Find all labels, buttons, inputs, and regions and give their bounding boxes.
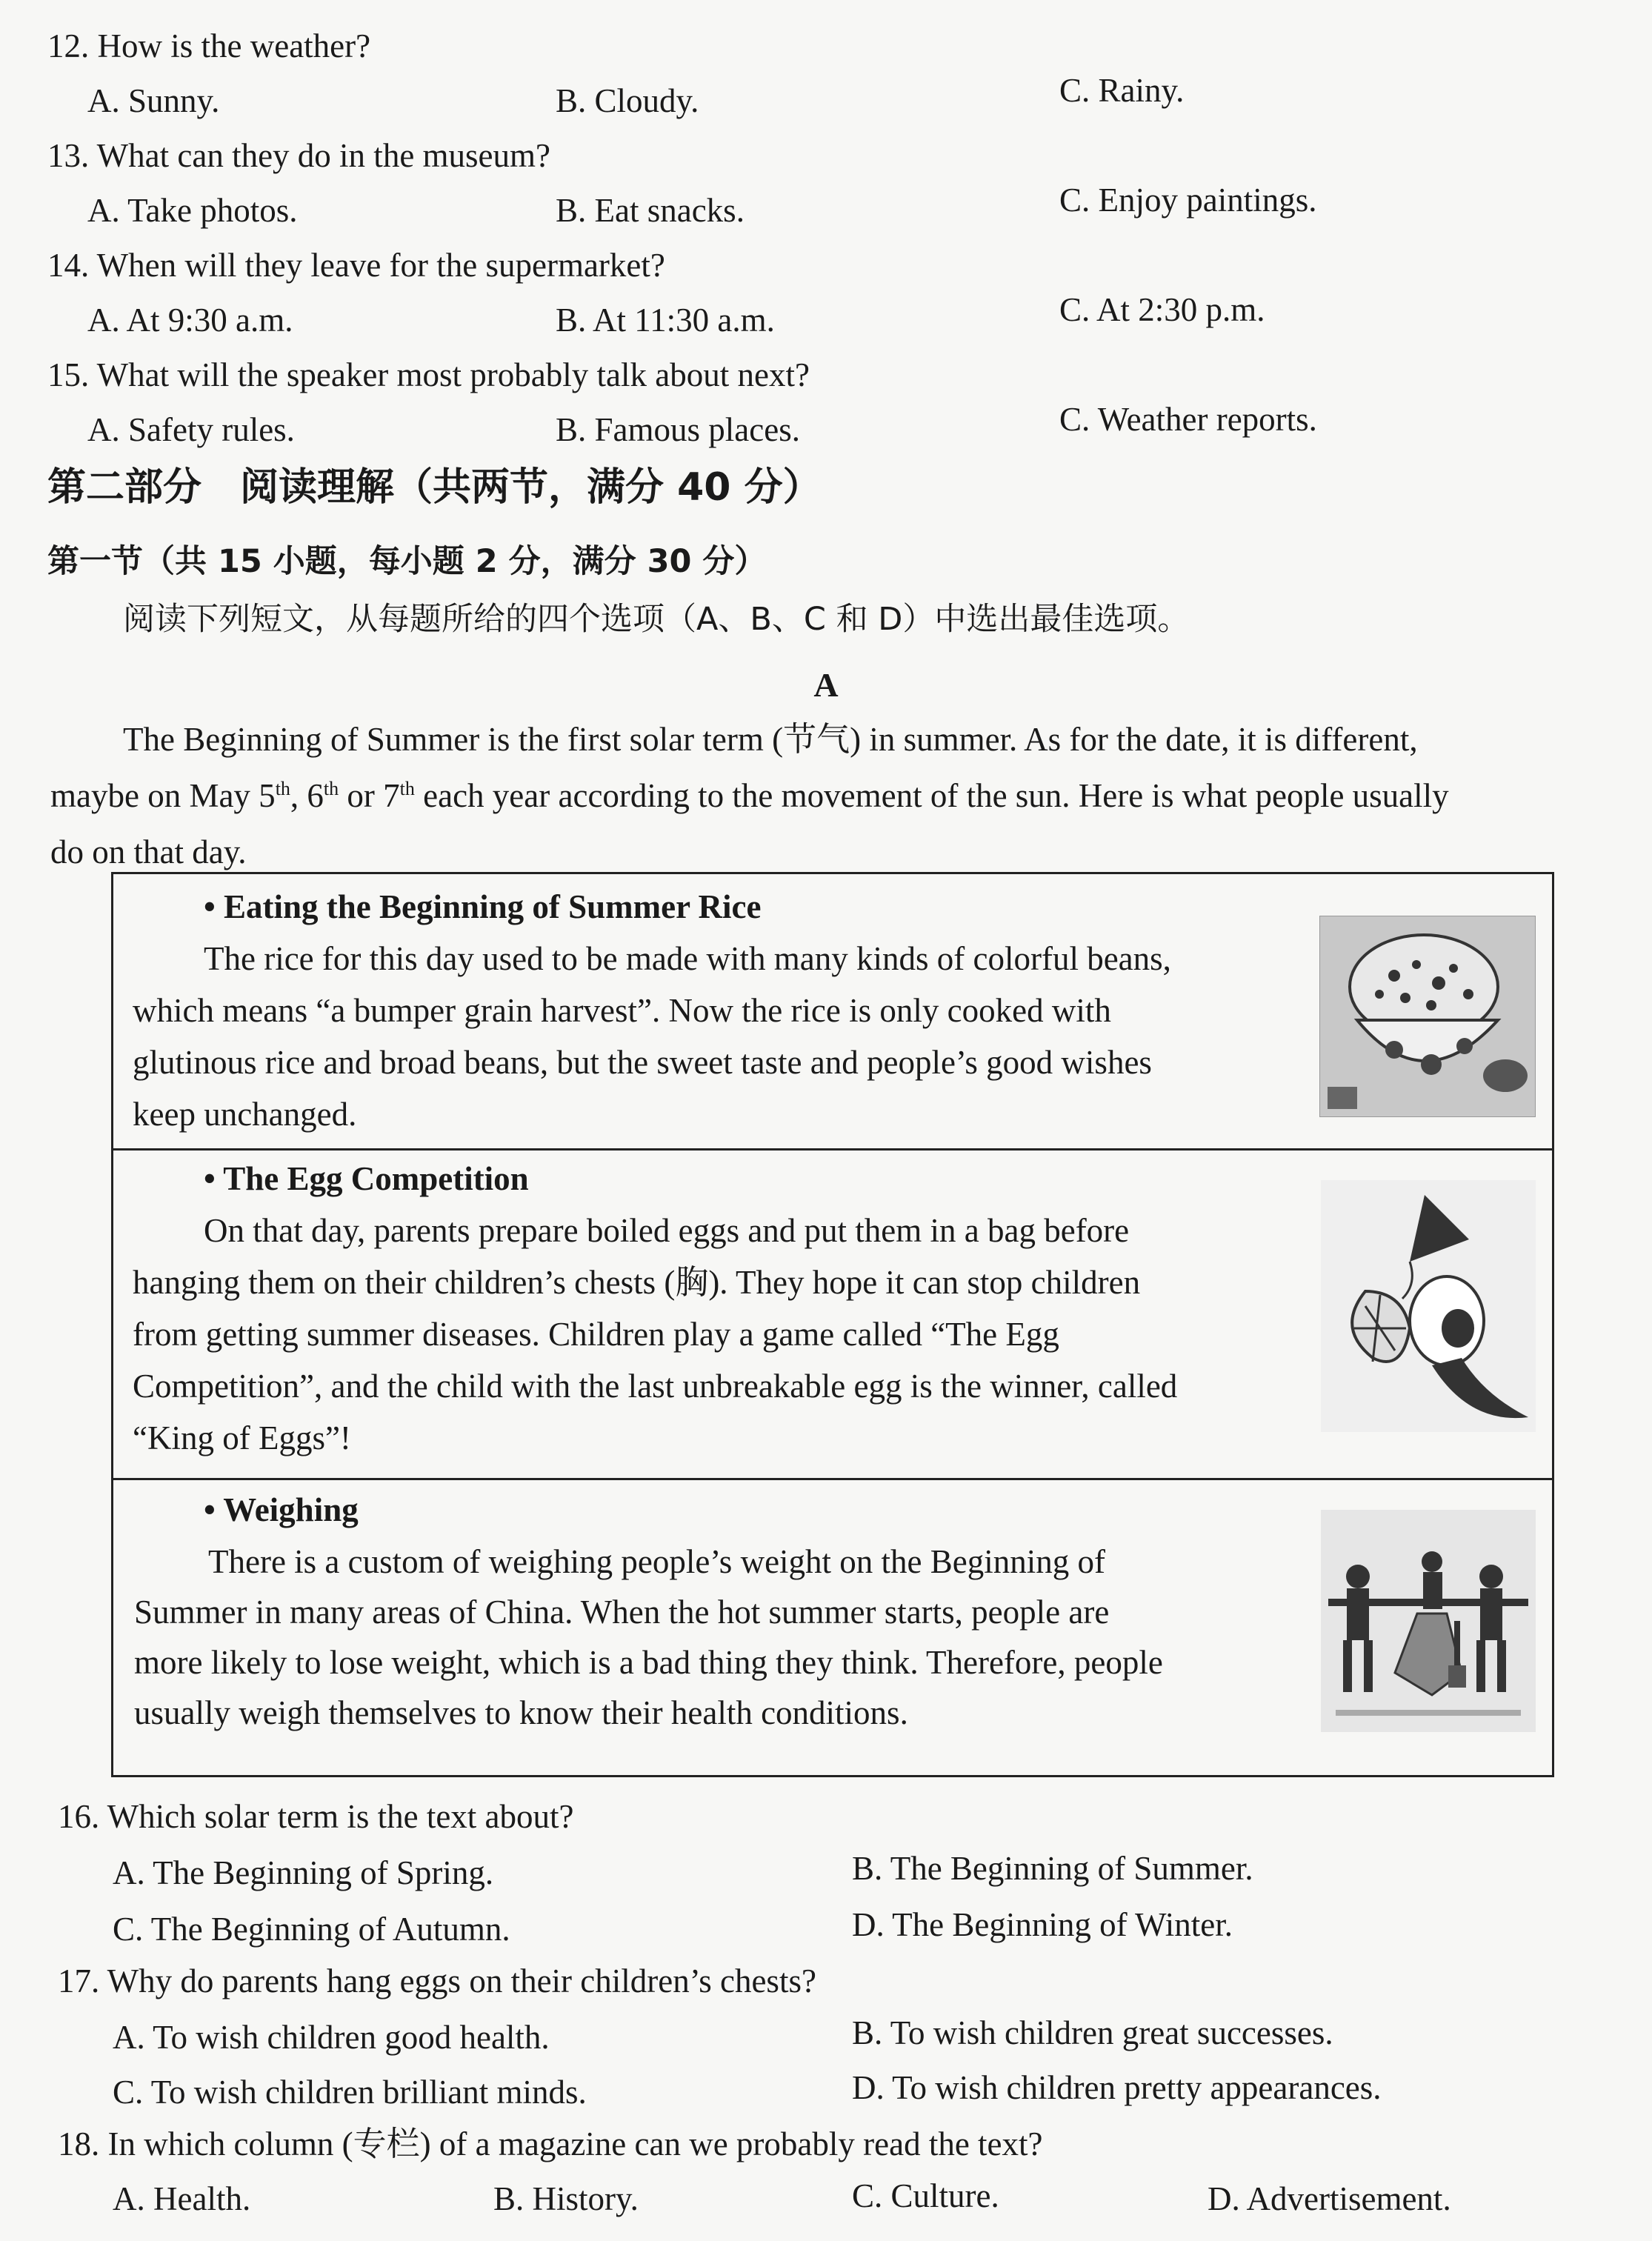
- weighing-title: • Weighing: [204, 1491, 359, 1528]
- question-14-option-a: A. At 9:30 a.m.: [87, 302, 293, 339]
- passage-label: A: [813, 666, 839, 704]
- question-13-option-c: C. Enjoy paintings.: [1059, 182, 1317, 219]
- question-13-option-b: B. Eat snacks.: [556, 192, 745, 229]
- rice-line-3: glutinous rice and broad beans, but the sweet taste and people’s good wishes: [133, 1044, 1152, 1081]
- rice-title: • Eating the Beginning of Summer Rice: [204, 888, 762, 925]
- question-17-option-b: B. To wish children great successes.: [852, 2014, 1333, 2051]
- question-15-option-b: B. Famous places.: [556, 411, 800, 448]
- question-17-option-a: A. To wish children good health.: [113, 2019, 550, 2056]
- intro-text: each year according to the movement of the sun. Here is what people usually: [414, 777, 1449, 814]
- passage-intro-line-3: do on that day.: [50, 833, 247, 870]
- intro-text: or 7: [339, 777, 400, 814]
- question-13-stem: 13. What can they do in the museum?: [47, 137, 550, 174]
- weighing-line-4: usually weigh themselves to know their health conditions.: [134, 1694, 908, 1731]
- table-row-rice: [113, 874, 1552, 1150]
- question-17-option-c: C. To wish children brilliant minds.: [113, 2074, 587, 2111]
- question-16-option-a: A. The Beginning of Spring.: [113, 1854, 494, 1891]
- intro-text: , 6: [290, 777, 324, 814]
- weighing-line-3: more likely to lose weight, which is a bad thing they think. Therefore, people: [134, 1644, 1163, 1681]
- superscript: th: [275, 778, 290, 799]
- question-16-option-d: D. The Beginning of Winter.: [852, 1906, 1233, 1943]
- question-14-option-b: B. At 11:30 a.m.: [556, 302, 775, 339]
- question-18-stem: 18. In which column (专栏) of a magazine can we probably read the text?: [58, 2125, 1043, 2162]
- reading-instruction: 阅读下列短文，从每题所给的四个选项（A、B、C 和 D）中选出最佳选项。: [123, 601, 1190, 638]
- question-12-option-a: A. Sunny.: [87, 82, 220, 119]
- question-14-option-c: C. At 2:30 p.m.: [1059, 291, 1265, 328]
- passage-intro-line-1: The Beginning of Summer is the first solar term (节气) in summer. As for the date, it is different,: [123, 721, 1418, 758]
- egg-title: • The Egg Competition: [204, 1160, 529, 1197]
- question-17-option-d: D. To wish children pretty appearances.: [852, 2069, 1382, 2106]
- question-16-stem: 16. Which solar term is the text about?: [58, 1798, 574, 1835]
- egg-line-3: from getting summer diseases. Children play a game called “The Egg: [133, 1316, 1059, 1353]
- customs-table: [111, 872, 1554, 1777]
- question-16-option-c: C. The Beginning of Autumn.: [113, 1911, 510, 1948]
- weighing-line-2: Summer in many areas of China. When the hot summer starts, people are: [134, 1594, 1110, 1631]
- question-13-option-a: A. Take photos.: [87, 192, 298, 229]
- egg-bag-image: [1321, 1180, 1536, 1432]
- superscript: th: [323, 778, 339, 799]
- rice-line-4: keep unchanged.: [133, 1096, 357, 1133]
- intro-text: maybe on May 5: [50, 777, 276, 814]
- question-14-stem: 14. When will they leave for the supermarket?: [47, 247, 665, 284]
- question-18-option-a: A. Health.: [113, 2180, 251, 2217]
- question-18-option-c: C. Culture.: [852, 2177, 999, 2214]
- question-16-option-b: B. The Beginning of Summer.: [852, 1850, 1253, 1887]
- question-12-option-c: C. Rainy.: [1059, 72, 1185, 109]
- weighing-line-1: There is a custom of weighing people’s weight on the Beginning of: [208, 1543, 1106, 1580]
- rice-line-1: The rice for this day used to be made with many kinds of colorful beans,: [204, 940, 1171, 977]
- rice-bowl-image: [1319, 916, 1536, 1117]
- egg-line-4: Competition”, and the child with the last unbreakable egg is the winner, called: [133, 1368, 1178, 1405]
- table-row-weighing: [113, 1480, 1552, 1775]
- question-12-stem: 12. How is the weather?: [47, 27, 371, 64]
- rice-line-2: which means “a bumper grain harvest”. Now the rice is only cooked with: [133, 992, 1111, 1029]
- table-row-egg: [113, 1151, 1552, 1479]
- question-15-option-a: A. Safety rules.: [87, 411, 295, 448]
- passage-intro-line-2: [50, 775, 1449, 816]
- weighing-people-image: [1321, 1510, 1536, 1732]
- superscript: th: [399, 778, 415, 799]
- egg-line-5: “King of Eggs”!: [133, 1419, 351, 1456]
- part-two-heading: 第二部分 阅读理解（共两节，满分 40 分）: [47, 465, 822, 510]
- question-18-option-b: B. History.: [493, 2180, 639, 2217]
- egg-line-1: On that day, parents prepare boiled eggs and put them in a bag before: [204, 1212, 1130, 1249]
- question-18-option-d: D. Advertisement.: [1208, 2180, 1451, 2217]
- question-12-option-b: B. Cloudy.: [556, 82, 699, 119]
- egg-line-2: hanging them on their children’s chests (胸). They hope it can stop children: [133, 1264, 1141, 1301]
- question-15-option-c: C. Weather reports.: [1059, 401, 1317, 438]
- question-15-stem: 15. What will the speaker most probably talk about next?: [47, 356, 810, 393]
- question-17-stem: 17. Why do parents hang eggs on their children’s chests?: [58, 1962, 816, 1999]
- section-one-heading: 第一节（共 15 小题，每小题 2 分，满分 30 分）: [47, 543, 767, 580]
